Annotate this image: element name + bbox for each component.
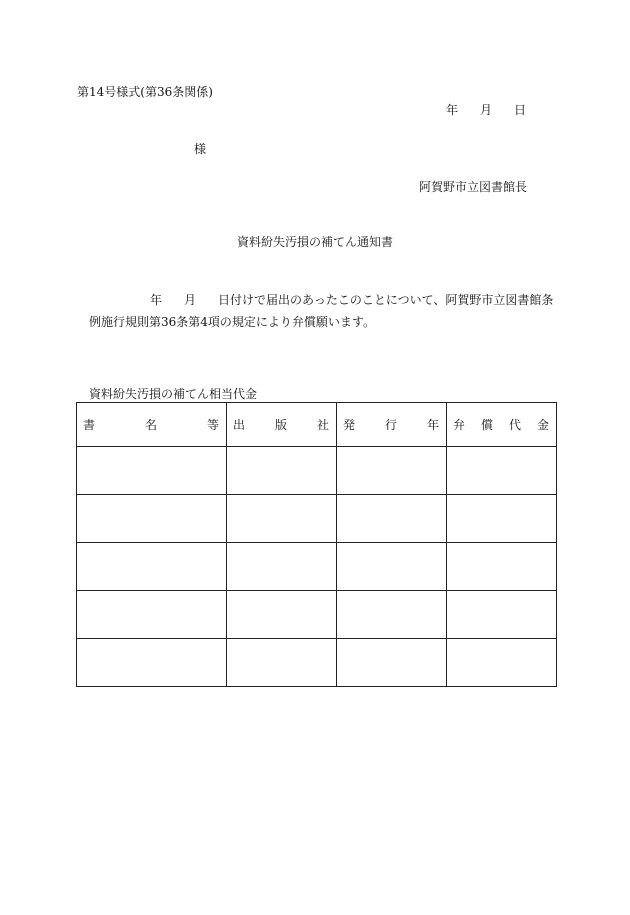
header-char: 償	[480, 418, 493, 432]
header-char: 名	[144, 418, 157, 432]
cell-publisher[interactable]	[227, 639, 337, 687]
header-char: 金	[536, 418, 549, 432]
table-row	[77, 495, 557, 543]
table-row	[77, 639, 557, 687]
cell-compensation[interactable]	[447, 495, 557, 543]
table-row	[77, 447, 557, 495]
body-month-label: 月	[184, 293, 197, 307]
header-char: 等	[206, 418, 219, 432]
addressee-suffix: 様	[194, 142, 207, 156]
cell-publisher[interactable]	[227, 495, 337, 543]
date-month-label: 月	[480, 103, 493, 117]
form-number: 第14号様式(第36条関係)	[77, 85, 213, 99]
cell-publish-year[interactable]	[337, 495, 447, 543]
header-char: 社	[316, 418, 329, 432]
header-char: 年	[426, 418, 439, 432]
cell-publish-year[interactable]	[337, 447, 447, 495]
header-publish-year	[337, 403, 447, 447]
body-line-2: 例施行規則第36条第4項の規定により弁償願います。	[89, 315, 375, 329]
header-char: 弁	[453, 418, 466, 432]
date-day-label: 日	[514, 103, 527, 117]
table-row	[77, 591, 557, 639]
body-year-label: 年	[150, 293, 163, 307]
cell-publish-year[interactable]	[337, 591, 447, 639]
cell-publisher[interactable]	[227, 591, 337, 639]
cell-book-title[interactable]	[77, 591, 227, 639]
compensation-table	[76, 402, 557, 687]
header-publisher	[227, 403, 337, 447]
header-book-title	[77, 403, 227, 447]
header-compensation	[447, 403, 557, 447]
cell-publish-year[interactable]	[337, 639, 447, 687]
table-row	[77, 543, 557, 591]
date-line	[446, 103, 526, 117]
date-year-label: 年	[446, 103, 459, 117]
header-char: 代	[508, 418, 521, 432]
cell-publisher[interactable]	[227, 543, 337, 591]
cell-book-title[interactable]	[77, 447, 227, 495]
cell-book-title[interactable]	[77, 639, 227, 687]
cell-compensation[interactable]	[447, 639, 557, 687]
header-char: 版	[274, 418, 287, 432]
cell-compensation[interactable]	[447, 591, 557, 639]
table-header-row	[77, 403, 557, 447]
header-char: 行	[384, 418, 397, 432]
cell-publish-year[interactable]	[337, 543, 447, 591]
body-line-1	[150, 293, 553, 307]
cell-compensation[interactable]	[447, 543, 557, 591]
table-caption: 資料紛失汚損の補てん相当代金	[89, 387, 258, 401]
issuer: 阿賀野市立図書館長	[419, 180, 528, 194]
document-title: 資料紛失汚損の補てん通知書	[236, 235, 393, 249]
cell-book-title[interactable]	[77, 543, 227, 591]
cell-compensation[interactable]	[447, 447, 557, 495]
cell-publisher[interactable]	[227, 447, 337, 495]
body-text-1: 日付けで届出のあったこのことについて、阿賀野市立図書館条	[218, 293, 554, 307]
cell-book-title[interactable]	[77, 495, 227, 543]
header-char: 出	[233, 418, 246, 432]
header-char: 発	[343, 418, 356, 432]
header-char: 書	[83, 418, 96, 432]
